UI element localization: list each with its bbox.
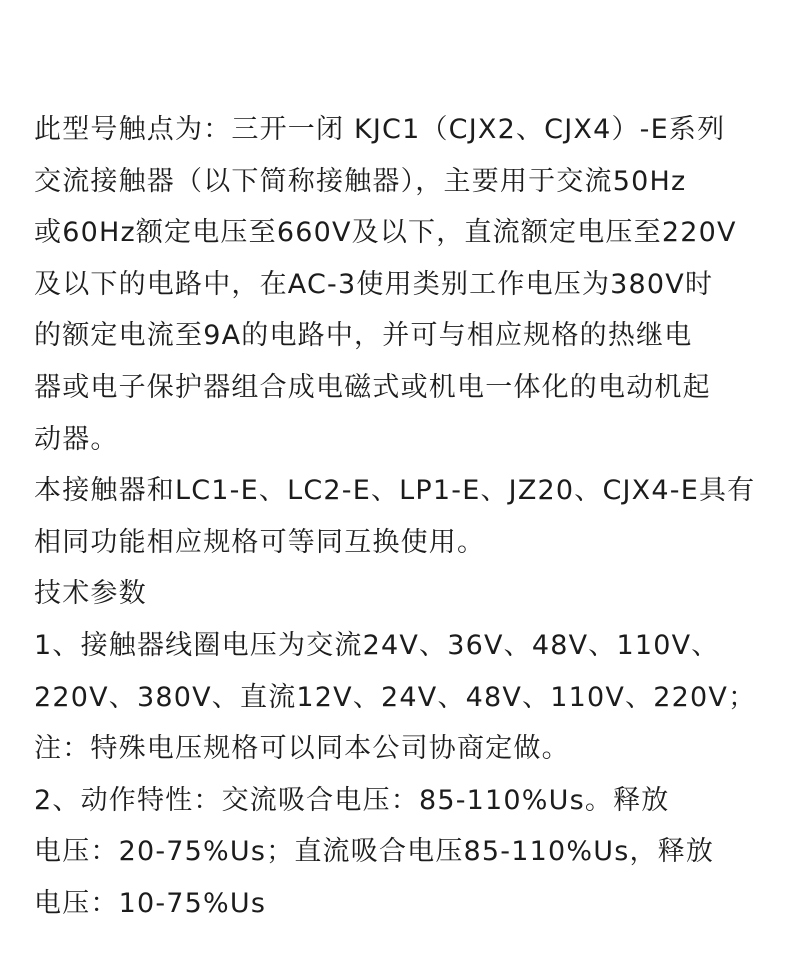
text-line: 器或电子保护器组合成电磁式或机电一体化的电动机起 — [34, 371, 711, 403]
text-line: 电压：20-75%Us；直流吸合电压85-110%Us，释放 — [34, 836, 715, 868]
text-line: 交流接触器（以下简称接触器），主要用于交流50Hz — [34, 165, 687, 197]
text-line: 或60Hz额定电压至660V及以下，直流额定电压至220V — [34, 217, 737, 249]
text-line: 动器。 — [34, 423, 119, 455]
text-line: 2、动作特性：交流吸合电压：85-110%Us。释放 — [34, 784, 670, 816]
text-line: 此型号触点为：三开一闭 KJC1（CJX2、CJX4）-E系列 — [34, 114, 726, 145]
document-body — [34, 104, 774, 930]
text-line: 及以下的电路中，在AC-3使用类别工作电压为380V时 — [34, 268, 714, 300]
text-line: 的额定电流至9A的电路中，并可与相应规格的热继电 — [34, 320, 693, 352]
text-line: 相同功能相应规格可等同互换使用。 — [34, 526, 486, 558]
text-line: 电压：10-75%Us — [34, 887, 267, 919]
text-line: 本接触器和LC1-E、LC2-E、LP1-E、JZ20、CJX4-E具有 — [34, 475, 756, 507]
text-line: 1、接触器线圈电压为交流24V、36V、48V、110V、 — [34, 629, 720, 661]
text-line: 220V、380V、直流12V、24V、48V、110V、220V； — [34, 681, 757, 713]
note-line: 注：特殊电压规格可以同本公司协商定做。 — [34, 733, 570, 765]
section-heading: 技术参数 — [34, 578, 147, 610]
